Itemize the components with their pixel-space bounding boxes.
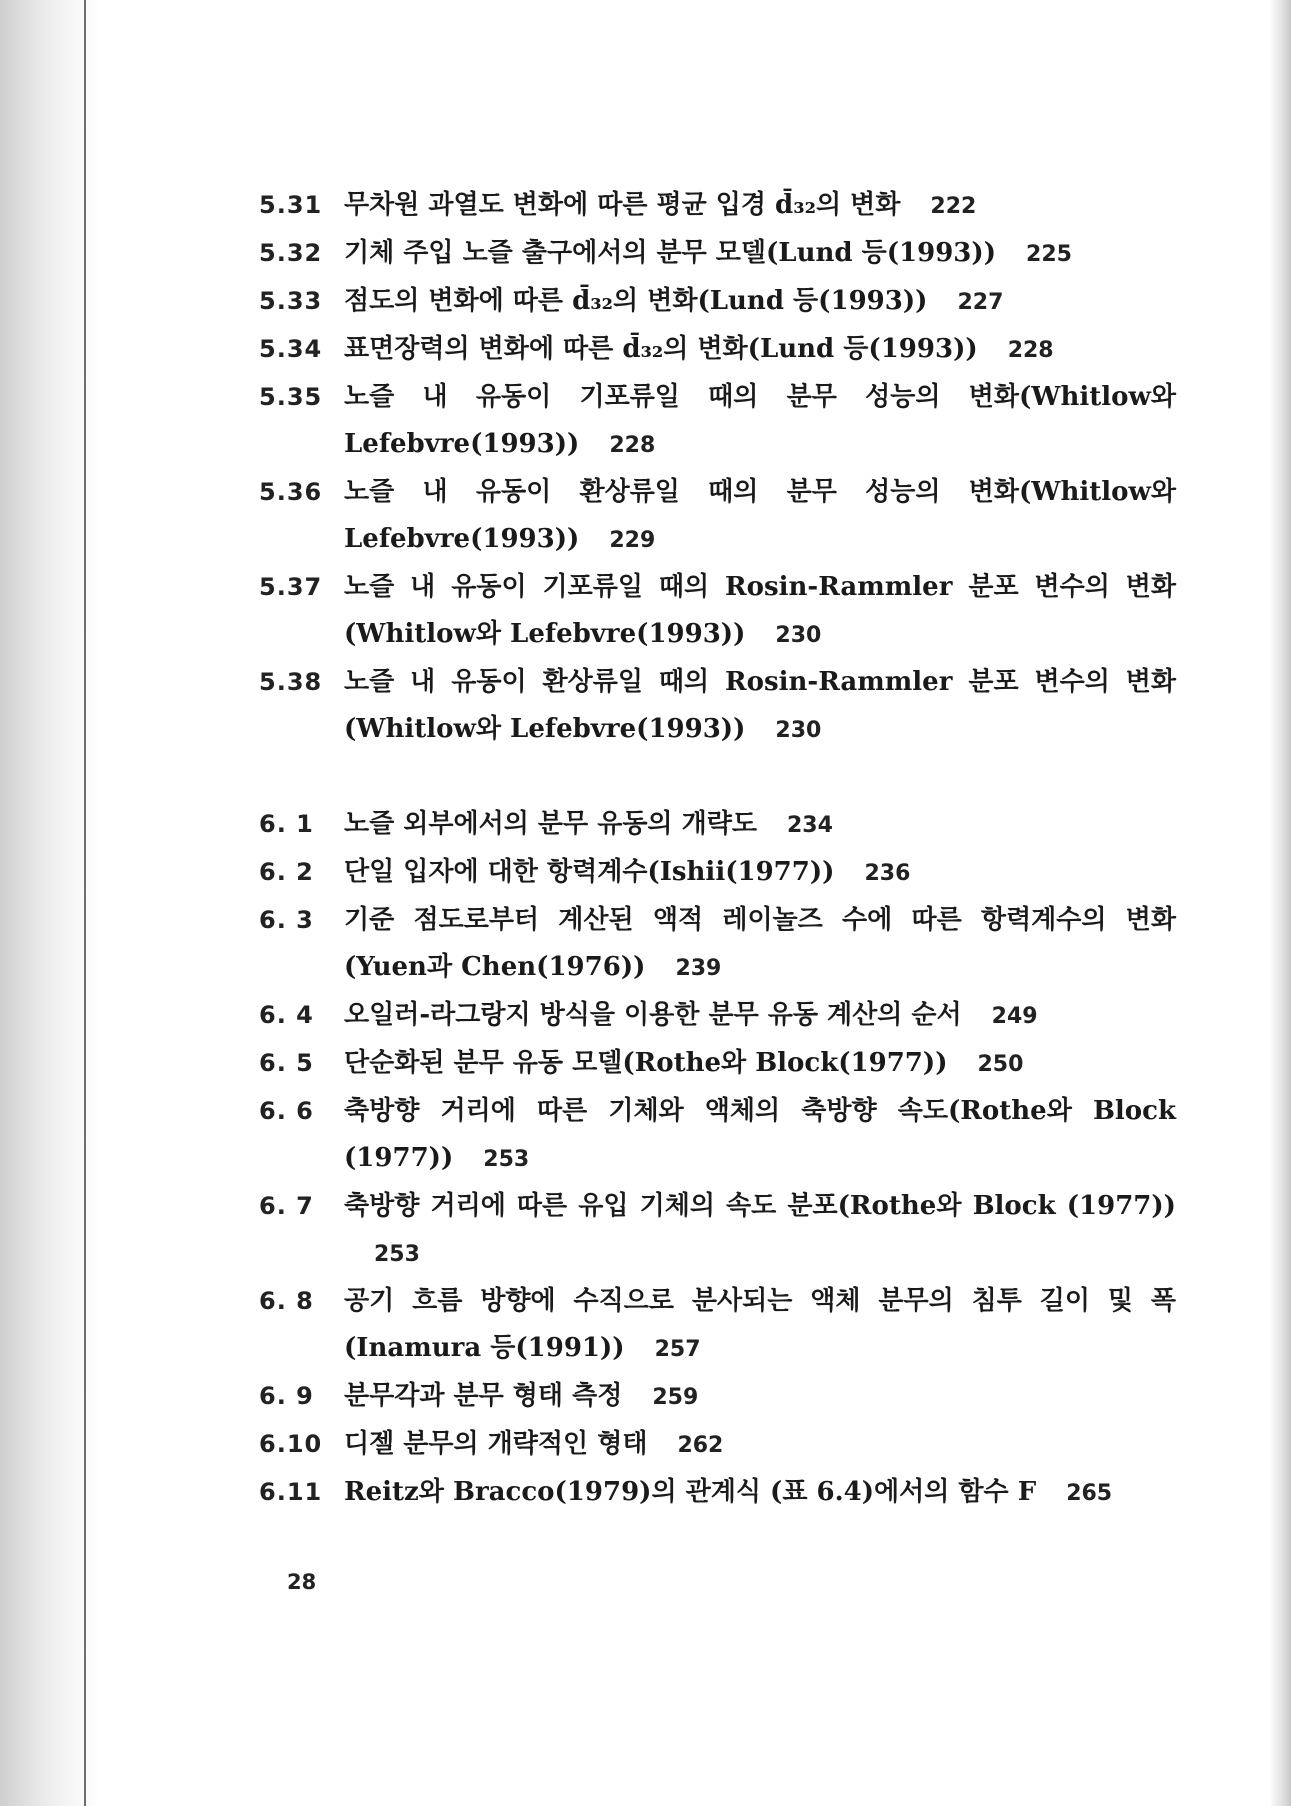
figure-title: 표면장력의 변화에 따른 d̄₃₂의 변화(Lund 등(1993)) bbox=[344, 334, 978, 364]
toc-entry bbox=[259, 801, 1176, 849]
figure-title: 노즐 내 유동이 기포류일 때의 분무 성능의 변화(Whitlow와 Lefebvre(1993)) bbox=[344, 382, 1176, 459]
figure-number: 6. 7 bbox=[259, 1192, 314, 1220]
toc-entry bbox=[259, 659, 1176, 754]
figure-number: 5.36 bbox=[259, 478, 323, 506]
figure-title: 축방향 거리에 따른 기체와 액체의 축방향 속도(Rothe와 Block (1977)) bbox=[344, 1096, 1176, 1173]
figure-group-chapter-5 bbox=[259, 182, 1176, 754]
figure-number: 5.37 bbox=[259, 573, 323, 601]
figure-number: 6. 8 bbox=[259, 1287, 314, 1315]
figure-number: 6. 3 bbox=[259, 906, 314, 934]
toc-entry bbox=[259, 1183, 1176, 1278]
figure-title: 점도의 변화에 따른 d̄₃₂의 변화(Lund 등(1993)) bbox=[344, 286, 928, 316]
figure-number: 5.34 bbox=[259, 335, 323, 363]
figure-title: 노즐 내 유동이 환상류일 때의 Rosin-Rammler 분포 변수의 변화(Whitlow와 Lefebvre(1993)) bbox=[344, 667, 1176, 744]
page-ref: 257 bbox=[654, 1337, 701, 1362]
page-ref: 262 bbox=[677, 1433, 724, 1458]
toc-entry bbox=[259, 1278, 1176, 1373]
page-ref: 249 bbox=[991, 1004, 1038, 1029]
toc-entry bbox=[259, 1469, 1176, 1517]
binding-line bbox=[84, 0, 86, 1806]
figure-title: 노즐 외부에서의 분무 유동의 개략도 bbox=[344, 809, 757, 839]
toc-entry bbox=[259, 1373, 1176, 1421]
figure-title: 단일 입자에 대한 항력계수(Ishii(1977)) bbox=[344, 857, 835, 887]
page-ref: 250 bbox=[977, 1052, 1024, 1077]
toc-entry bbox=[259, 182, 1176, 230]
figure-title: Reitz와 Bracco(1979)의 관계식 (표 6.4)에서의 함수 F bbox=[344, 1477, 1037, 1507]
figure-title: 디젤 분무의 개략적인 형태 bbox=[344, 1429, 648, 1459]
figure-number: 6. 6 bbox=[259, 1097, 314, 1125]
figure-number: 5.38 bbox=[259, 668, 323, 696]
figure-number: 6. 2 bbox=[259, 858, 314, 886]
page-ref: 259 bbox=[652, 1385, 699, 1410]
toc-entry bbox=[259, 1040, 1176, 1088]
page-ref: 227 bbox=[957, 290, 1004, 315]
figure-group-chapter-6 bbox=[259, 801, 1176, 1517]
toc-entry bbox=[259, 230, 1176, 278]
page-ref: 253 bbox=[374, 1242, 420, 1267]
toc-entry bbox=[259, 1421, 1176, 1469]
page-ref: 236 bbox=[864, 861, 911, 886]
figure-number: 6. 1 bbox=[259, 810, 314, 838]
figure-title: 노즐 내 유동이 기포류일 때의 Rosin-Rammler 분포 변수의 변화(Whitlow와 Lefebvre(1993)) bbox=[344, 572, 1176, 649]
figure-number: 5.31 bbox=[259, 191, 323, 219]
figure-number: 5.35 bbox=[259, 383, 323, 411]
page-ref: 228 bbox=[1007, 338, 1054, 363]
figure-title: 분무각과 분무 형태 측정 bbox=[344, 1381, 623, 1411]
toc-entry bbox=[259, 469, 1176, 564]
figure-number: 6. 4 bbox=[259, 1001, 314, 1029]
page-ref: 229 bbox=[609, 528, 656, 553]
toc-entry bbox=[259, 849, 1176, 897]
page-ref: 265 bbox=[1066, 1481, 1113, 1506]
figure-title: 축방향 거리에 따른 유입 기체의 속도 분포(Rothe와 Block (1977)) bbox=[344, 1191, 1176, 1221]
figure-list bbox=[259, 182, 1176, 1517]
page-number: 28 bbox=[287, 1570, 317, 1594]
page-ref: 234 bbox=[786, 813, 833, 838]
figure-number: 5.33 bbox=[259, 287, 323, 315]
toc-entry bbox=[259, 278, 1176, 326]
page-ref: 228 bbox=[609, 433, 656, 458]
page-edge-shadow bbox=[1269, 0, 1291, 1806]
toc-entry bbox=[259, 374, 1176, 469]
figure-number: 6. 9 bbox=[259, 1382, 314, 1410]
toc-entry bbox=[259, 326, 1176, 374]
figure-title: 단순화된 분무 유동 모델(Rothe와 Block(1977)) bbox=[344, 1048, 948, 1078]
page-ref: 225 bbox=[1026, 242, 1072, 267]
figure-number: 6. 5 bbox=[259, 1049, 314, 1077]
page-ref: 230 bbox=[775, 718, 822, 743]
toc-entry bbox=[259, 992, 1176, 1040]
toc-entry bbox=[259, 564, 1176, 659]
page-ref: 230 bbox=[775, 623, 822, 648]
page-ref: 253 bbox=[483, 1147, 530, 1172]
figure-title: 기준 점도로부터 계산된 액적 레이놀즈 수에 따른 항력계수의 변화(Yuen과 Chen(1976)) bbox=[344, 905, 1176, 982]
page-ref: 239 bbox=[675, 956, 722, 981]
figure-title: 기체 주입 노즐 출구에서의 분무 모델(Lund 등(1993)) bbox=[344, 238, 997, 268]
page-ref: 222 bbox=[930, 194, 977, 219]
figure-title: 노즐 내 유동이 환상류일 때의 분무 성능의 변화(Whitlow와 Lefebvre(1993)) bbox=[344, 477, 1176, 554]
toc-entry bbox=[259, 1088, 1176, 1183]
figure-number: 5.32 bbox=[259, 239, 323, 267]
figure-number: 6.10 bbox=[259, 1430, 323, 1458]
toc-entry bbox=[259, 897, 1176, 992]
figure-title: 오일러-라그랑지 방식을 이용한 분무 유동 계산의 순서 bbox=[344, 1000, 962, 1030]
figure-title: 공기 흐름 방향에 수직으로 분사되는 액체 분무의 침투 길이 및 폭(Inamura 등(1991)) bbox=[344, 1286, 1176, 1363]
figure-title: 무차원 과열도 변화에 따른 평균 입경 d̄₃₂의 변화 bbox=[344, 190, 901, 220]
figure-number: 6.11 bbox=[259, 1478, 323, 1506]
